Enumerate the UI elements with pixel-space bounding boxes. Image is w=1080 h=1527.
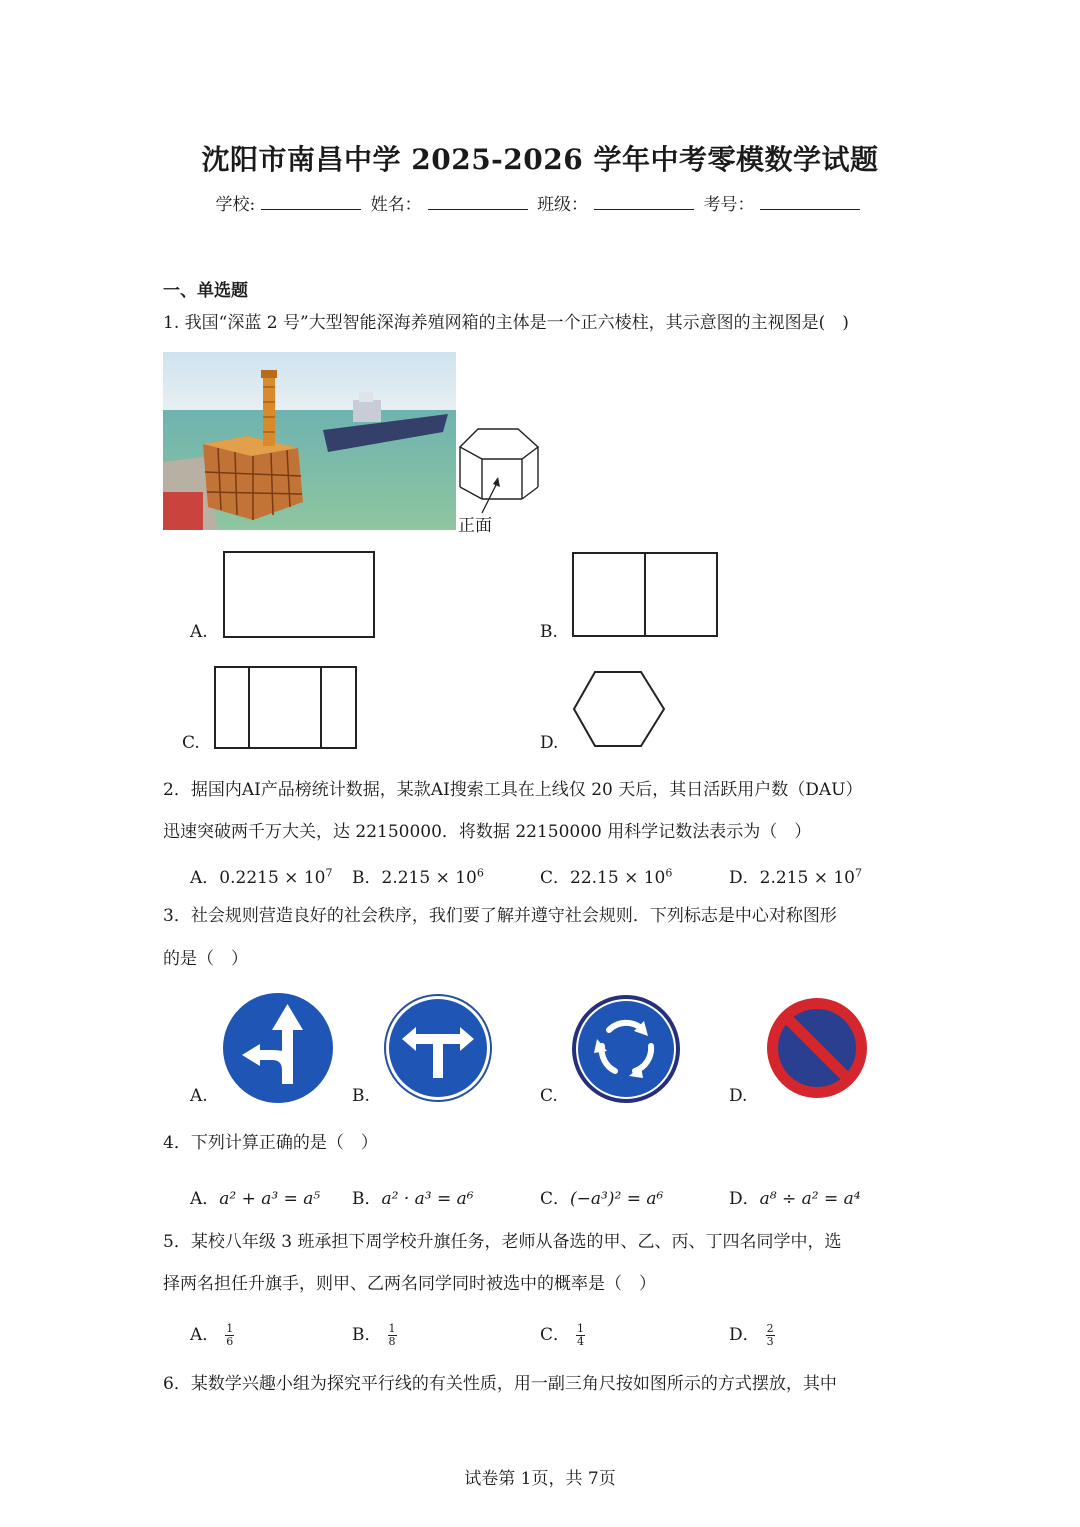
question-5-line-2: 择两名担任升旗手，则甲、乙两名同学同时被选中的概率是（ ） (163, 1274, 656, 1294)
q4-option-b-expression: a² · a³ = a⁶ (381, 1189, 474, 1209)
question-5-line-1: 5．某校八年级 3 班承担下周学校升旗任务，老师从备选的甲、乙、丙、丁四名同学中，选 (163, 1232, 842, 1252)
fish-cage-photo (163, 352, 456, 530)
name-blank[interactable] (428, 195, 528, 210)
question-4-text: 4．下列计算正确的是（ ） (163, 1133, 378, 1153)
q1-option-d-figure (572, 670, 666, 750)
q2-option-b[interactable] (352, 863, 484, 888)
sign-straight-or-left-icon (222, 992, 334, 1104)
q5-option-a-label: A． (190, 1325, 220, 1345)
q5-option-b-fraction (388, 1323, 397, 1348)
question-6-text: 6．某数学兴趣小组为探究平行线的有关性质，用一副三角尺按如图所示的方式摆放，其中 (163, 1374, 837, 1394)
q5-option-d-fraction (766, 1323, 775, 1348)
school-blank[interactable] (261, 195, 361, 210)
q2-option-b-label: B． (352, 868, 382, 888)
school-label: 学校: (215, 195, 256, 215)
q2-option-c-base: 22.15 × 10 (570, 868, 666, 888)
q5-option-c-fraction (576, 1323, 585, 1348)
q2-option-a-exponent: 7 (325, 866, 333, 880)
name-label: 姓名： (370, 195, 422, 215)
fraction-denominator: 8 (388, 1335, 396, 1348)
q2-option-d-label: D． (729, 868, 760, 888)
hexagonal-prism-diagram (456, 425, 546, 505)
q2-option-d[interactable] (729, 863, 862, 888)
question-2-line-2: 迅速突破两千万大关，达 22150000．将数据 22150000 用科学记数法表示为（ ） (163, 822, 812, 842)
q3-option-c-label[interactable]: C. (540, 1086, 558, 1106)
q2-option-a[interactable] (190, 863, 332, 888)
student-info-row (0, 190, 1080, 215)
exam-number-label: 考号： (703, 195, 755, 215)
q4-option-c[interactable] (540, 1184, 663, 1209)
class-blank[interactable] (594, 195, 694, 210)
q5-option-d[interactable] (729, 1320, 775, 1348)
page-footer: 试卷第 1页，共 7页 (464, 1469, 616, 1489)
q2-option-d-exponent: 7 (855, 866, 862, 880)
q2-option-a-base: 0.2215 × 10 (219, 868, 326, 888)
q4-option-d-label: D． (729, 1189, 760, 1209)
q4-option-a-label: A． (190, 1189, 220, 1209)
q1-option-c-figure (214, 666, 358, 750)
q5-option-b-label: B． (352, 1325, 382, 1345)
q5-option-b[interactable] (352, 1320, 397, 1348)
q2-option-d-base: 2.215 × 10 (759, 868, 855, 888)
question-1-text: 1. 我国“深蓝 2 号”大型智能深海养殖网箱的主体是一个正六棱柱，其示意图的主视图是( ) (163, 313, 849, 333)
q3-option-d-label[interactable]: D. (729, 1086, 748, 1106)
q5-option-a[interactable] (190, 1320, 234, 1348)
q5-option-a-fraction (225, 1323, 234, 1348)
fraction-denominator: 3 (766, 1335, 774, 1348)
q2-option-c[interactable] (540, 863, 672, 888)
q4-option-a-expression: a² + a³ = a⁵ (219, 1189, 321, 1209)
q5-option-c[interactable] (540, 1320, 585, 1348)
q1-option-c-label[interactable]: C. (182, 733, 200, 753)
class-label: 班级： (537, 195, 589, 215)
q1-option-a-label[interactable]: A. (190, 622, 208, 642)
q4-option-a[interactable] (190, 1184, 320, 1209)
q2-option-c-label: C． (540, 868, 571, 888)
fraction-numerator: 1 (388, 1322, 396, 1335)
q1-option-a-figure (223, 551, 375, 639)
q4-option-b[interactable] (352, 1184, 474, 1209)
q4-option-b-label: B． (352, 1189, 382, 1209)
question-2-line-1: 2．据国内AI产品榜统计数据，某款AI搜索工具在上线仅 20 天后，其日活跃用户数（DAU） (163, 780, 863, 800)
q5-option-d-label: D． (729, 1325, 760, 1345)
q3-option-b-label[interactable]: B. (352, 1086, 370, 1106)
q2-option-b-base: 2.215 × 10 (381, 868, 477, 888)
page-title: 沈阳市南昌中学 2025-2026 学年中考零模数学试题 (201, 143, 879, 176)
q2-option-c-exponent: 6 (665, 866, 673, 880)
sign-left-or-right-icon (384, 994, 492, 1102)
q4-option-d-expression: a⁸ ÷ a² = a⁴ (759, 1189, 861, 1209)
q1-option-b-figure (572, 552, 719, 638)
q4-option-c-expression: (−a³)² = a⁶ (570, 1189, 664, 1209)
q1-option-b-label[interactable]: B. (540, 622, 558, 642)
fraction-numerator: 2 (766, 1322, 774, 1335)
q2-option-b-exponent: 6 (476, 866, 484, 880)
q3-option-a-label[interactable]: A. (190, 1086, 208, 1106)
q4-option-d[interactable] (729, 1184, 861, 1209)
q5-option-c-label: C． (540, 1325, 571, 1345)
fraction-numerator: 1 (577, 1322, 585, 1335)
front-face-label: 正面 (458, 516, 492, 536)
sign-no-parking-icon (766, 997, 868, 1099)
sign-roundabout-icon (571, 994, 681, 1104)
fraction-numerator: 1 (226, 1322, 234, 1335)
question-3-line-2: 的是（ ） (163, 949, 248, 969)
q2-option-a-label: A． (190, 868, 220, 888)
exam-number-blank[interactable] (760, 195, 860, 210)
fraction-denominator: 4 (577, 1335, 585, 1348)
q4-option-c-label: C． (540, 1189, 571, 1209)
q1-option-d-label[interactable]: D. (540, 733, 559, 753)
question-3-line-1: 3．社会规则营造良好的社会秩序，我们要了解并遵守社会规则．下列标志是中心对称图形 (163, 906, 837, 926)
section-heading: 一、单选题 (163, 281, 248, 301)
fraction-denominator: 6 (226, 1335, 234, 1348)
